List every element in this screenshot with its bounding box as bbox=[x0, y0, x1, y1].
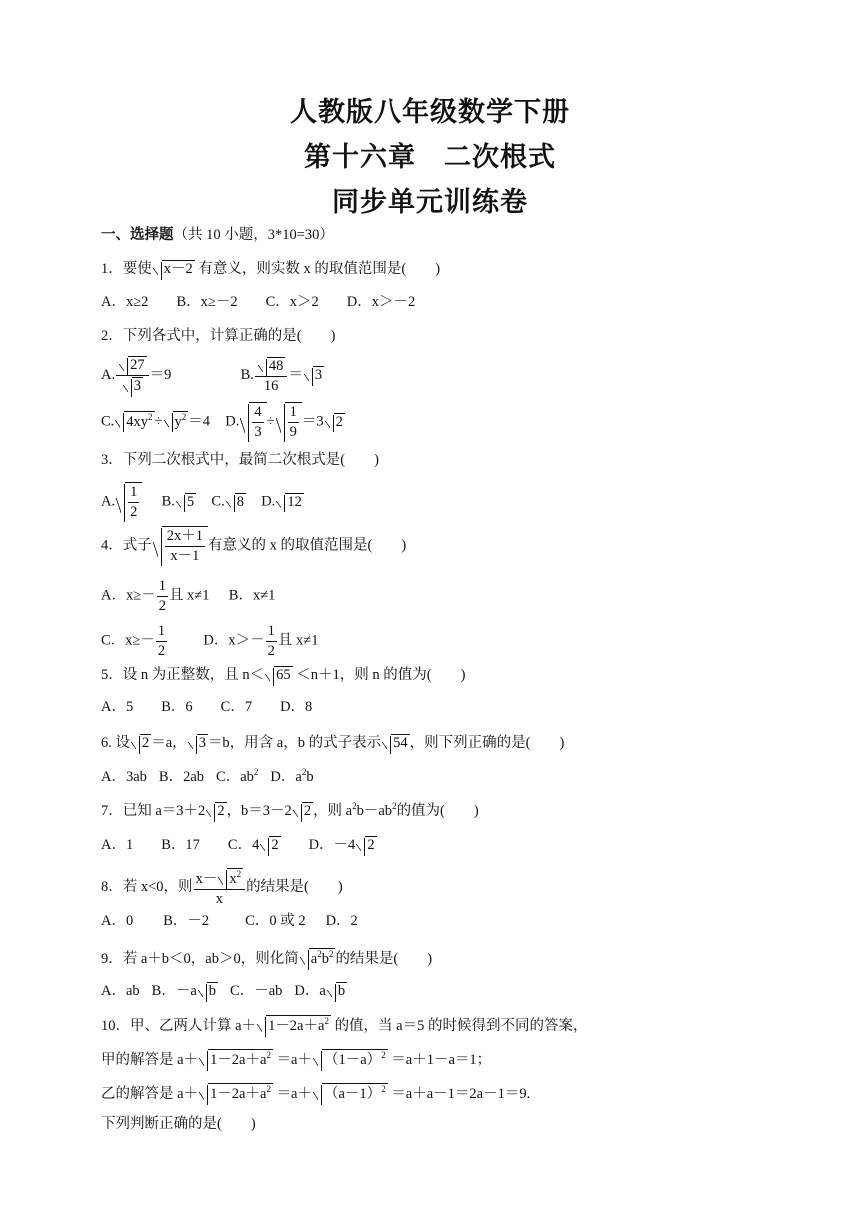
q1-stem-end: 有意义，则实数 x 的取值范围是( ) bbox=[194, 261, 441, 277]
sqrt-symbol: 2 bbox=[325, 413, 345, 431]
q10-judge: 下列判断正确的是( ) bbox=[101, 1116, 256, 1132]
option-b: B．2ab bbox=[158, 768, 205, 785]
sqrt-symbol: 3 bbox=[304, 366, 324, 384]
question-10: 10．甲、乙两人计算 $a+ 1-2a+a^2$ 的值，当 a＝5 的时候得到不同的答案， bbox=[101, 1016, 588, 1034]
sqrt-symbol: $x^2$ bbox=[218, 868, 243, 888]
sqrt-symbol: $1-2a+a^2$ bbox=[199, 1083, 273, 1103]
sqrt-symbol: $(1-a)^2$ bbox=[313, 1049, 388, 1069]
option-d: D．a b bbox=[294, 983, 346, 999]
option-d: D．2 bbox=[325, 913, 358, 929]
question-7: 7．已知 a＝3＋2 2 ，b＝3－2 2 ，则 $a^2b-ab^2$的值为( ) bbox=[101, 801, 479, 819]
option-c: C．x≥－ bbox=[101, 632, 155, 649]
question-6: 6. 设 2 ＝a， 3 ＝b，用含 a，b 的式子表示 54 ，则下列正确的是( ) bbox=[101, 735, 565, 751]
sqrt-symbol: 2 bbox=[131, 734, 151, 752]
option-a: A. bbox=[101, 366, 116, 383]
sqrt-symbol: $4xy^2$ bbox=[115, 411, 154, 431]
sqrt-symbol: 8 bbox=[226, 493, 246, 511]
sqrt-symbol: $1-2a+a^2$ bbox=[257, 1015, 331, 1035]
option-a: A．0 bbox=[101, 913, 134, 929]
sqrt-symbol: $\frac{2x+1}{x-1}$ bbox=[153, 526, 208, 564]
option-c: C. bbox=[101, 413, 115, 430]
sqrt-symbol: $1-2a+a^2$ bbox=[199, 1049, 273, 1069]
q1-options bbox=[101, 295, 415, 310]
section-note: （共 10 小题，3*10=30） bbox=[173, 227, 334, 243]
sqrt-symbol: 2 bbox=[356, 836, 376, 854]
option-a: A．x≥2 bbox=[101, 294, 149, 310]
option-c: C．－ab bbox=[230, 983, 283, 999]
option-a: A．3ab bbox=[101, 768, 147, 785]
option-d: D．－4 2 bbox=[308, 837, 375, 853]
sqrt-symbol: 65 bbox=[265, 666, 293, 684]
worksheet-title: 人教版八年级数学下册 bbox=[290, 97, 570, 128]
sqrt-symbol: b bbox=[327, 982, 347, 1000]
sqrt-symbol: $a^2b^2$ bbox=[300, 948, 336, 968]
option-a: A．ab bbox=[101, 983, 140, 999]
option-d: D．8 bbox=[280, 699, 313, 715]
option-c: C. bbox=[211, 493, 225, 510]
sqrt-symbol: b bbox=[198, 982, 218, 1000]
question-1 bbox=[101, 260, 440, 278]
option-d: D. bbox=[225, 413, 240, 430]
sqrt-symbol: $y^2$ bbox=[164, 411, 189, 431]
option-b: B．x≥－2 bbox=[176, 294, 238, 310]
fraction: $\frac{48}{16}$ bbox=[255, 357, 288, 395]
sqrt-symbol: $\frac{1}{9}$ bbox=[276, 402, 302, 440]
option-c: C．7 bbox=[220, 699, 253, 715]
sqrt-symbol: 5 bbox=[176, 493, 196, 511]
q1-stem: 1．要使 bbox=[101, 261, 152, 277]
question-4: 4．式子 $\frac{2x+1}{x-1}$ 有意义的 x 的取值范围是( ) bbox=[101, 528, 407, 564]
section-label: 一、选择题 bbox=[101, 227, 174, 243]
option-a: A．5 bbox=[101, 699, 134, 715]
option-b: B. bbox=[161, 493, 175, 510]
option-d: D．x＞－ bbox=[203, 632, 265, 649]
q7-options bbox=[101, 836, 377, 854]
q9-options bbox=[101, 982, 347, 1000]
sqrt-symbol: $\frac{1}{2}$ bbox=[116, 482, 142, 520]
option-b: B．17 bbox=[161, 837, 200, 853]
q5-options bbox=[101, 700, 312, 715]
sqrt-symbol: x－2 bbox=[153, 260, 195, 278]
sqrt-symbol: 54 bbox=[382, 734, 410, 752]
sqrt-symbol: 2 bbox=[293, 802, 313, 820]
question-5: 5．设 n 为正整数，且 n＜ 65 ＜n＋1，则 n 的值为( ) bbox=[101, 667, 466, 683]
option-b: B．x≠1 bbox=[228, 587, 276, 604]
option-c: C．$ab^2$ bbox=[216, 767, 259, 785]
q2-options-cd: C. $4xy^2 \div y^2 =4$ D. $\frac{4}{3}$ ÷ $\frac{1}{9}$ ＝3 2 bbox=[101, 404, 343, 440]
option-a: A．1 bbox=[101, 837, 134, 853]
option-a: A．x≥－ bbox=[101, 587, 156, 604]
option-b: B. bbox=[240, 366, 254, 383]
section-heading bbox=[101, 228, 334, 243]
question-8: 8．若 x<0，则 $\frac{x- x^2}{x}$ 的结果是( ) bbox=[101, 869, 343, 907]
question-3: 3．下列二次根式中，最简二次根式是( ) bbox=[101, 452, 379, 468]
option-b: B．6 bbox=[161, 699, 193, 715]
q8-options bbox=[101, 914, 358, 929]
option-c: C．x＞2 bbox=[265, 294, 319, 310]
sqrt-symbol: 2 bbox=[260, 836, 280, 854]
option-b: B．－2 bbox=[163, 913, 210, 929]
option-a: A. bbox=[101, 493, 116, 510]
q10-jia-solution: 甲的解答是 $a+ 1-2a+a^2 =a+ (1-a)^2 =a+1-a=1$； bbox=[101, 1050, 492, 1068]
option-d: D．x＞－2 bbox=[346, 294, 416, 310]
option-c: C．4 2 bbox=[227, 837, 279, 853]
sqrt-symbol: 12 bbox=[276, 493, 304, 511]
option-c: C．0 或 2 bbox=[245, 913, 306, 929]
q6-options bbox=[101, 768, 314, 784]
q4-options-ab: A．x≥－ $\frac{1}{2}$ 且 x≠1 B．x≠1 bbox=[101, 578, 276, 614]
sqrt-symbol: $(a-1)^2$ bbox=[313, 1083, 388, 1103]
fraction: $\frac{x- x^2}{x}$ bbox=[194, 868, 246, 907]
sqrt-symbol: $\frac{4}{3}$ bbox=[240, 402, 266, 440]
fraction: $\frac{27}{3}$ bbox=[116, 356, 149, 395]
option-b: B．－a b bbox=[151, 983, 217, 999]
sqrt-symbol: 2 bbox=[206, 802, 226, 820]
question-2: 2．下列各式中，计算正确的是( ) bbox=[101, 328, 336, 344]
chapter-title: 第十六章 二次根式 bbox=[304, 142, 556, 173]
q2-options-ab: A. $\frac{27}{3}$ ＝9 B. $\frac{48}{16}$ ＝ 3 bbox=[101, 357, 323, 394]
q4-options-cd: C．x≥－ $\frac{1}{2}$ D．x＞－ $\frac{1}{2}$ 且 x≠1 bbox=[101, 623, 319, 659]
unit-title: 同步单元训练卷 bbox=[332, 187, 528, 218]
option-d: D．$a^2b$ bbox=[270, 767, 314, 785]
q3-options bbox=[101, 482, 304, 520]
question-9: 9．若 a＋b＜0，ab＞0，则化简 $a^2b^2$ 的结果是( ) bbox=[101, 949, 433, 967]
q10-yi-solution: 乙的解答是 $a+ 1-2a+a^2 =a+ (a-1)^2 =a+a-1=2a-1=9$. bbox=[101, 1084, 531, 1102]
option-d: D. bbox=[261, 493, 276, 510]
sqrt-symbol: 3 bbox=[188, 734, 208, 752]
